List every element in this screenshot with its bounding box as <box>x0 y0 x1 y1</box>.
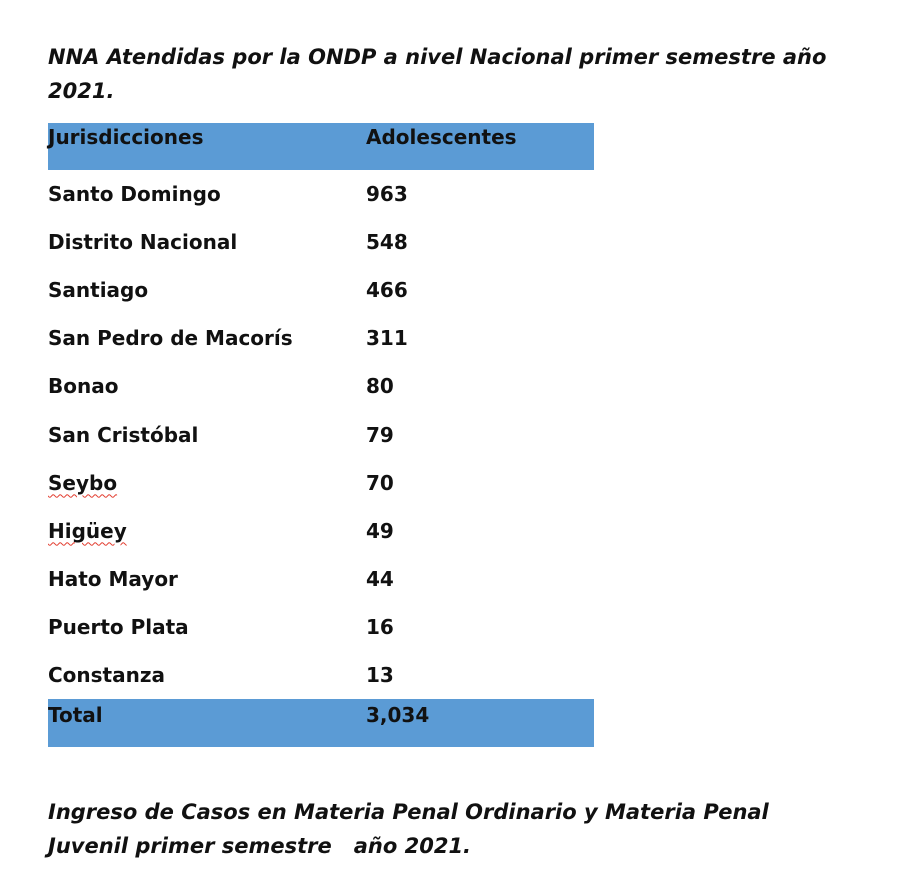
section-title <box>48 795 828 863</box>
table-row <box>48 170 594 218</box>
table-header-row <box>48 123 594 170</box>
adolescents-table <box>48 123 594 747</box>
row-jurisdiccion: Constanza <box>48 662 165 687</box>
table-row <box>48 266 594 314</box>
section-title-line-1: Ingreso de Casos en Materia Penal Ordinario y Materia Penal <box>48 800 769 824</box>
table-title-line-2: 2021. <box>48 79 115 103</box>
table-row <box>48 555 594 603</box>
total-label: Total <box>48 699 366 747</box>
table-total-row <box>48 699 594 747</box>
row-jurisdiccion: Bonao <box>48 374 119 399</box>
row-jurisdiccion: San Cristóbal <box>48 422 199 447</box>
row-jurisdiccion: Distrito Nacional <box>48 230 238 255</box>
table-row <box>48 410 594 458</box>
row-jurisdiccion: Hato Mayor <box>48 566 178 591</box>
row-valor: 16 <box>366 614 394 639</box>
row-valor: 311 <box>366 326 408 351</box>
row-jurisdiccion: Santiago <box>48 278 149 303</box>
table-title <box>48 40 828 108</box>
row-valor: 466 <box>366 278 408 303</box>
row-jurisdiccion <box>48 459 366 507</box>
table-row <box>48 459 594 507</box>
section-title-line-2 <box>48 829 828 863</box>
row-jurisdiccion: Santo Domingo <box>48 182 221 207</box>
row-valor: 548 <box>366 230 408 255</box>
section-title-line-2-part-a: Juvenil primer semestre <box>48 834 332 858</box>
table-row <box>48 651 594 699</box>
row-valor: 963 <box>366 182 408 207</box>
spellcheck-word: Seybo <box>48 470 118 495</box>
row-valor: 49 <box>366 518 394 543</box>
table-row <box>48 362 594 410</box>
table-row <box>48 218 594 266</box>
row-valor: 80 <box>366 374 394 399</box>
row-valor: 44 <box>366 566 394 591</box>
row-valor: 79 <box>366 422 394 447</box>
table-row <box>48 314 594 362</box>
table-row <box>48 603 594 651</box>
header-jurisdicciones: Jurisdicciones <box>48 123 366 170</box>
table-row <box>48 507 594 555</box>
total-value: 3,034 <box>366 699 594 747</box>
row-valor: 70 <box>366 470 394 495</box>
row-jurisdiccion: San Pedro de Macorís <box>48 326 293 351</box>
row-jurisdiccion <box>48 507 366 555</box>
row-valor: 13 <box>366 662 394 687</box>
header-adolescentes: Adolescentes <box>366 123 594 170</box>
table-title-line-1: NNA Atendidas por la ONDP a nivel Nacional primer semestre año <box>48 45 827 69</box>
row-jurisdiccion: Puerto Plata <box>48 614 189 639</box>
section-title-line-2-part-b: año 2021. <box>353 834 472 858</box>
spellcheck-word: Higüey <box>48 518 127 543</box>
